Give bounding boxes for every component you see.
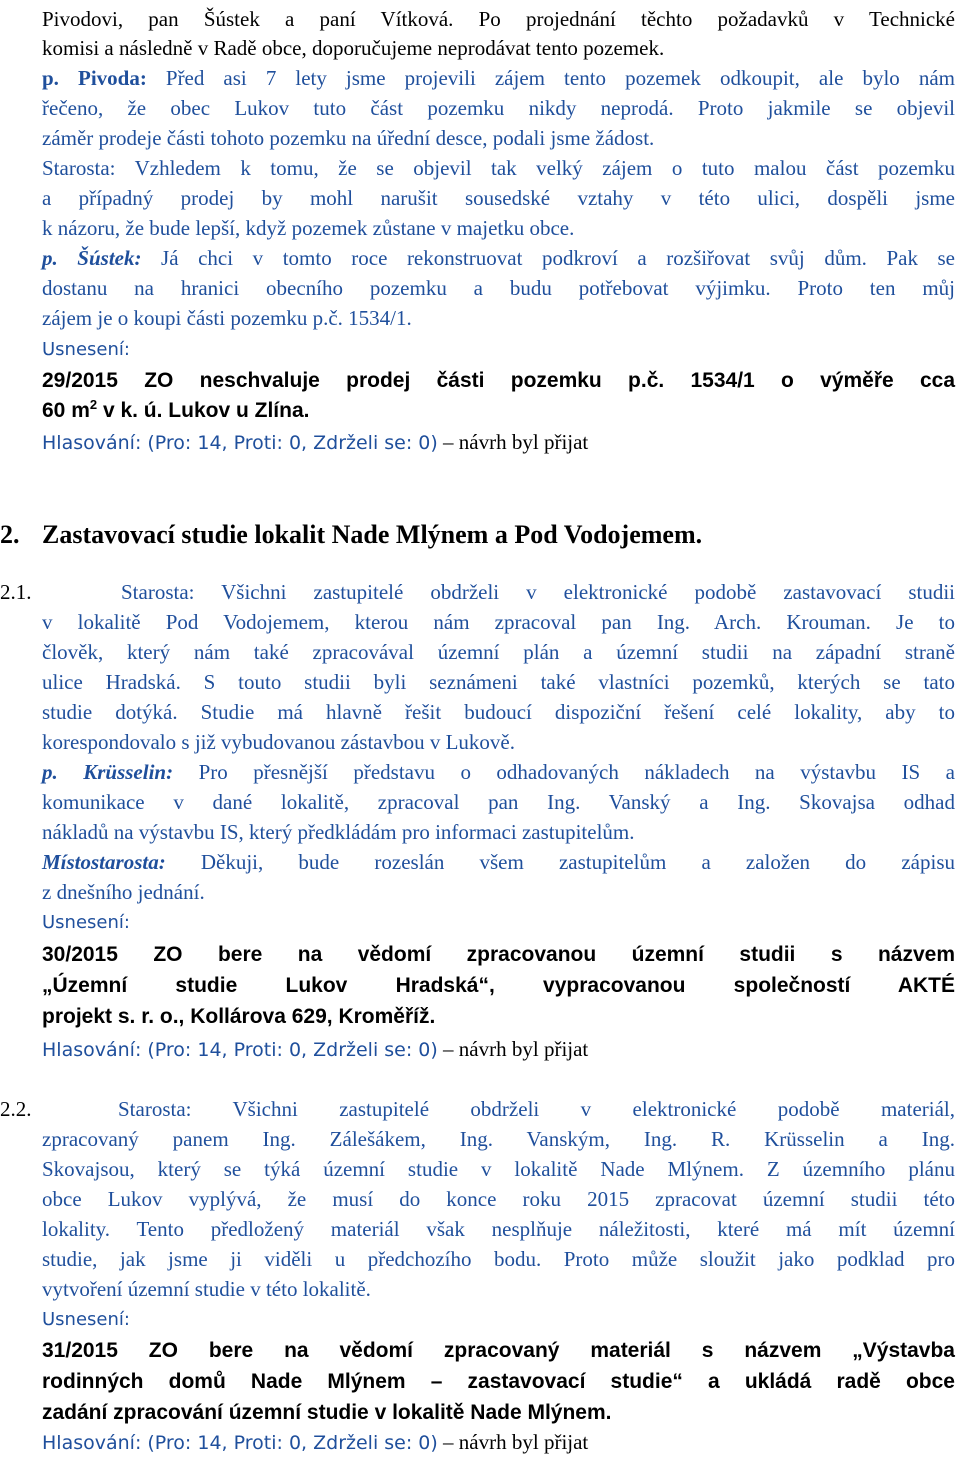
- speaker-text: Pro přesnější představu o odhadovaných nákladech na výstavbu IS a: [173, 760, 955, 784]
- paragraph-line: studie, jak jsme ji viděli u předchozího bodu. Proto může sloužit jako podklad pro: [42, 1247, 955, 1271]
- paragraph-line: [42, 246, 955, 271]
- paragraph-line: z dnešního jednání.: [42, 880, 205, 904]
- paragraph-line: v lokalitě Pod Vodojemem, kterou nám zpracoval pan Ing. Arch. Krouman. Je to: [42, 610, 955, 634]
- paragraph-line: Starosta: Všichni zastupitelé obdrželi v elektronické podobě zastavovací studii: [121, 580, 955, 604]
- resolution-text: rodinných domů Nade Mlýnem – zastavovací studie“ a ukládá radě obce: [42, 1370, 955, 1393]
- paragraph-line: zpracovaný panem Ing. Zálešákem, Ing. Vanským, Ing. R. Krüsselin a Ing.: [42, 1127, 955, 1151]
- speaker-text: Vzhledem k tomu, že se objevil tak velký zájem o tuto malou část pozemku: [115, 156, 955, 180]
- paragraph-line: řečeno, že obec Lukov tuto část pozemku nikdy neprodá. Proto jakmile se objevil: [42, 96, 955, 120]
- speaker-name: p. Pivoda:: [42, 66, 147, 90]
- resolution-label: Usnesení:: [42, 339, 130, 360]
- vote-result: – návrh byl přijat: [437, 1430, 589, 1454]
- paragraph-line: komunikace v dané lokalitě, zpracoval pan Ing. Vanský a Ing. Skovajsa odhad: [42, 790, 955, 814]
- resolution-text: zadání zpracování územní studie v lokalitě Nade Mlýnem.: [42, 1401, 612, 1424]
- resolution-text: 30/2015 ZO bere na vědomí zpracovanou územní studii s názvem: [42, 943, 955, 966]
- paragraph-line: Skovajsou, který se týká územní studie v lokalitě Nade Mlýnem. Z územního plánu: [42, 1157, 955, 1181]
- speaker-text: Děkuji, bude rozeslán všem zastupitelům a založen do zápisu: [165, 850, 955, 874]
- paragraph-line: studie dotýká. Studie má hlavně řešit budoucí dispoziční řešení celé lokality, aby to: [42, 700, 955, 724]
- vote-line: [42, 1037, 588, 1062]
- speaker-name: p. Šústek:: [42, 246, 142, 270]
- vote-counts: Hlasování: (Pro: 14, Proti: 0, Zdrželi se: 0): [42, 1039, 438, 1061]
- resolution-text: 31/2015 ZO bere na vědomí zpracovaný materiál s názvem „Výstavba: [42, 1339, 955, 1362]
- paragraph-line: komisi a následně v Radě obce, doporučujeme neprodávat tento pozemek.: [42, 36, 665, 60]
- speaker-name: Starosta:: [42, 156, 116, 180]
- paragraph-line: obce Lukov vyplývá, že musí do konce roku 2015 zpracovat územní studii této: [42, 1187, 955, 1211]
- paragraph-line: vytvoření územní studie v této lokalitě.: [42, 1277, 371, 1301]
- speaker-name: p. Krüsselin:: [42, 760, 174, 784]
- paragraph-line: k názoru, že bude lepší, když pozemek zůstane v majetku obce.: [42, 216, 575, 240]
- item-number: 2.1.: [0, 580, 32, 604]
- paragraph-line: dostanu na hranici obecního pozemku a budu potřebovat výjimku. Proto ten můj: [42, 276, 955, 300]
- vote-counts: Hlasování: (Pro: 14, Proti: 0, Zdrželi se: 0): [42, 432, 438, 454]
- vote-result: – návrh byl přijat: [437, 1037, 589, 1061]
- section-title: Zastavovací studie lokalit Nade Mlýnem a Pod Vodojemem.: [42, 520, 703, 549]
- paragraph-line: záměr prodeje části tohoto pozemku na úřední desce, podali jsme žádost.: [42, 126, 655, 150]
- paragraph-line: nákladů na výstavbu IS, který předkládám pro informaci zastupitelům.: [42, 820, 635, 844]
- paragraph-line: Pivodovi, pan Šústek a paní Vítková. Po projednání těchto požadavků v Technické: [42, 7, 955, 31]
- resolution-text: „Územní studie Lukov Hradská“, vypracovanou společností AKTÉ: [42, 974, 955, 997]
- paragraph-line: [42, 156, 955, 181]
- speaker-name: Místostarosta:: [42, 850, 166, 874]
- resolution-label: Usnesení:: [42, 912, 130, 933]
- resolution-text: projekt s. r. o., Kollárova 629, Kroměříž.: [42, 1005, 436, 1028]
- paragraph-line: [42, 850, 955, 875]
- paragraph-line: Starosta: Všichni zastupitelé obdrželi v elektronické podobě materiál,: [118, 1097, 955, 1121]
- paragraph-line: člověk, který nám také zpracovával územní plán a územní studii na západní straně: [42, 640, 955, 664]
- resolution-text: 60 $m^2$ v k. ú. Lukov u Zlína.: [42, 397, 310, 422]
- section-number: 2.: [0, 520, 20, 549]
- speaker-text: Před asi 7 lety jsme projevili zájem tento pozemek odkoupit, ale bylo nám: [146, 66, 955, 90]
- paragraph-line: ulice Hradská. S touto studii byli seznámeni také vlastníci pozemků, kterých se tato: [42, 670, 955, 694]
- item-number: 2.2.: [0, 1097, 32, 1121]
- paragraph-line: [42, 66, 955, 91]
- vote-counts: Hlasování: (Pro: 14, Proti: 0, Zdrželi se: 0): [42, 1432, 438, 1454]
- paragraph-line: a případný prodej by mohl narušit sousedské vztahy v této ulici, dospěli jsme: [42, 186, 955, 210]
- paragraph-line: zájem je o koupi části pozemku p.č. 1534/1.: [42, 306, 412, 330]
- vote-result: – návrh byl přijat: [437, 430, 589, 454]
- paragraph-line: lokality. Tento předložený materiál však nesplňuje náležitosti, které má mít územní: [42, 1217, 955, 1241]
- vote-line: [42, 1430, 588, 1455]
- vote-line: [42, 430, 588, 455]
- paragraph-line: [42, 760, 955, 785]
- resolution-text: 29/2015 ZO neschvaluje prodej části pozemku p.č. 1534/1 o výměře cca: [42, 369, 955, 392]
- resolution-label: Usnesení:: [42, 1309, 130, 1330]
- speaker-text: Já chci v tomto roce rekonstruovat podkroví a rozšiřovat svůj dům. Pak se: [141, 246, 956, 270]
- paragraph-line: korespondovalo s již vybudovanou zástavbou v Lukově.: [42, 730, 515, 754]
